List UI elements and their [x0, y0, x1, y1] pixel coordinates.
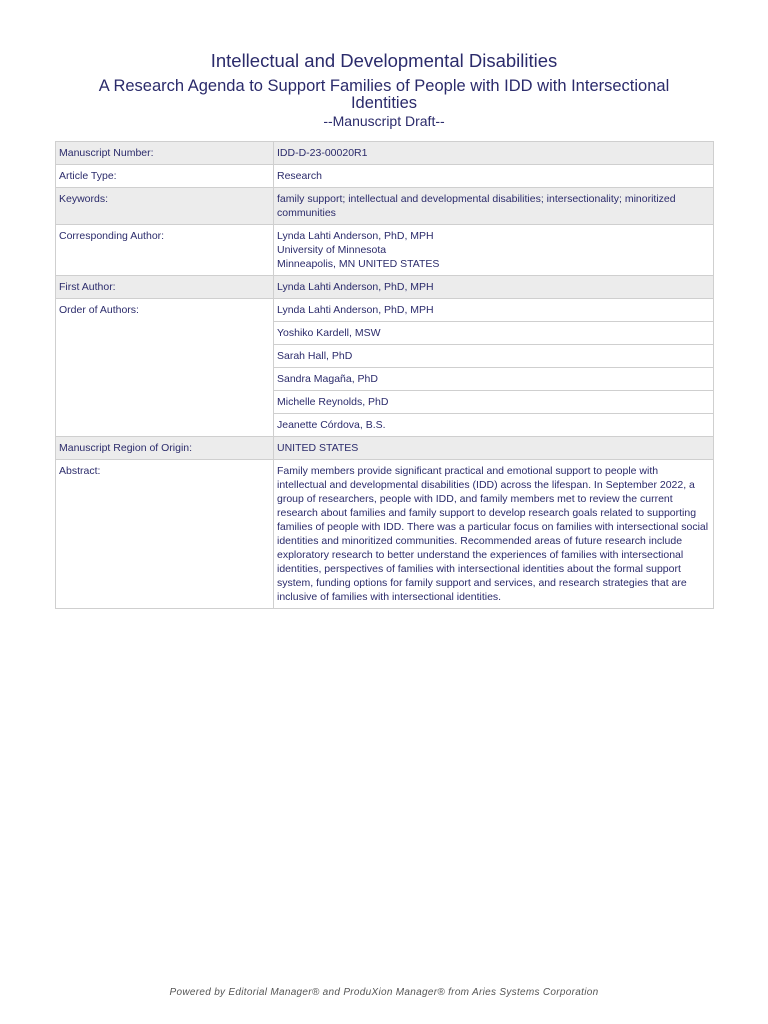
journal-title: Intellectual and Developmental Disabilities	[210, 50, 558, 71]
document-header	[0, 50, 768, 129]
field-value: family support; intellectual and developmental disabilities; intersectionality; minoritized communities	[274, 188, 714, 225]
row-corresponding-author	[56, 225, 714, 276]
corresponding-author-institution: University of Minnesota	[277, 244, 387, 256]
field-label: Abstract:	[56, 460, 274, 609]
field-label: Manuscript Region of Origin:	[56, 437, 274, 460]
author-entry: Lynda Lahti Anderson, PhD, MPH	[274, 299, 714, 322]
field-label: Order of Authors:	[56, 299, 274, 437]
field-label: Corresponding Author:	[56, 225, 274, 276]
author-entry: Sarah Hall, PhD	[274, 345, 714, 368]
author-entry: Jeanette Córdova, B.S.	[274, 414, 714, 437]
field-value: Research	[274, 165, 714, 188]
field-label: Keywords:	[56, 188, 274, 225]
corresponding-author-name: Lynda Lahti Anderson, PhD, MPH	[277, 230, 434, 242]
row-first-author	[56, 276, 714, 299]
field-value	[274, 225, 714, 276]
row-keywords	[56, 188, 714, 225]
field-value: Lynda Lahti Anderson, PhD, MPH	[274, 276, 714, 299]
row-abstract	[56, 460, 714, 609]
field-value: UNITED STATES	[274, 437, 714, 460]
field-label: Article Type:	[56, 165, 274, 188]
row-region-of-origin	[56, 437, 714, 460]
draft-label: --Manuscript Draft--	[323, 113, 445, 129]
corresponding-author-location: Minneapolis, MN UNITED STATES	[277, 258, 440, 270]
author-entry: Michelle Reynolds, PhD	[274, 391, 714, 414]
footer-credit: Powered by Editorial Manager® and ProduXion Manager® from Aries Systems Corporation	[169, 987, 599, 998]
row-order-of-authors	[56, 299, 714, 322]
author-entry: Yoshiko Kardell, MSW	[274, 322, 714, 345]
author-entry: Sandra Magaña, PhD	[274, 368, 714, 391]
abstract-text: Family members provide significant practical and emotional support to people with intellectual and developmental disabilities (IDD) across the lifespan. In September 2022, a group of researchers, people with IDD, and family members met to review the current research about families and family support to develop research goals related to supporting families of people with IDD. There was a particular focus on families with intersectional social identities and minoritized communities. Recommended areas of future research include exploratory research to better understand the experiences of families with intersectional identities, perspectives of families with intersectional identities about the formal support system, funding options for family support and services, and research strategies that are inclusive of families with intersectional identities.	[274, 460, 714, 609]
row-article-type	[56, 165, 714, 188]
field-label: First Author:	[56, 276, 274, 299]
article-title: A Research Agenda to Support Families of People with IDD with Intersectional Identities	[98, 77, 670, 112]
manuscript-metadata-table	[55, 141, 714, 609]
field-label: Manuscript Number:	[56, 142, 274, 165]
field-value: IDD-D-23-00020R1	[274, 142, 714, 165]
row-manuscript-number	[56, 142, 714, 165]
